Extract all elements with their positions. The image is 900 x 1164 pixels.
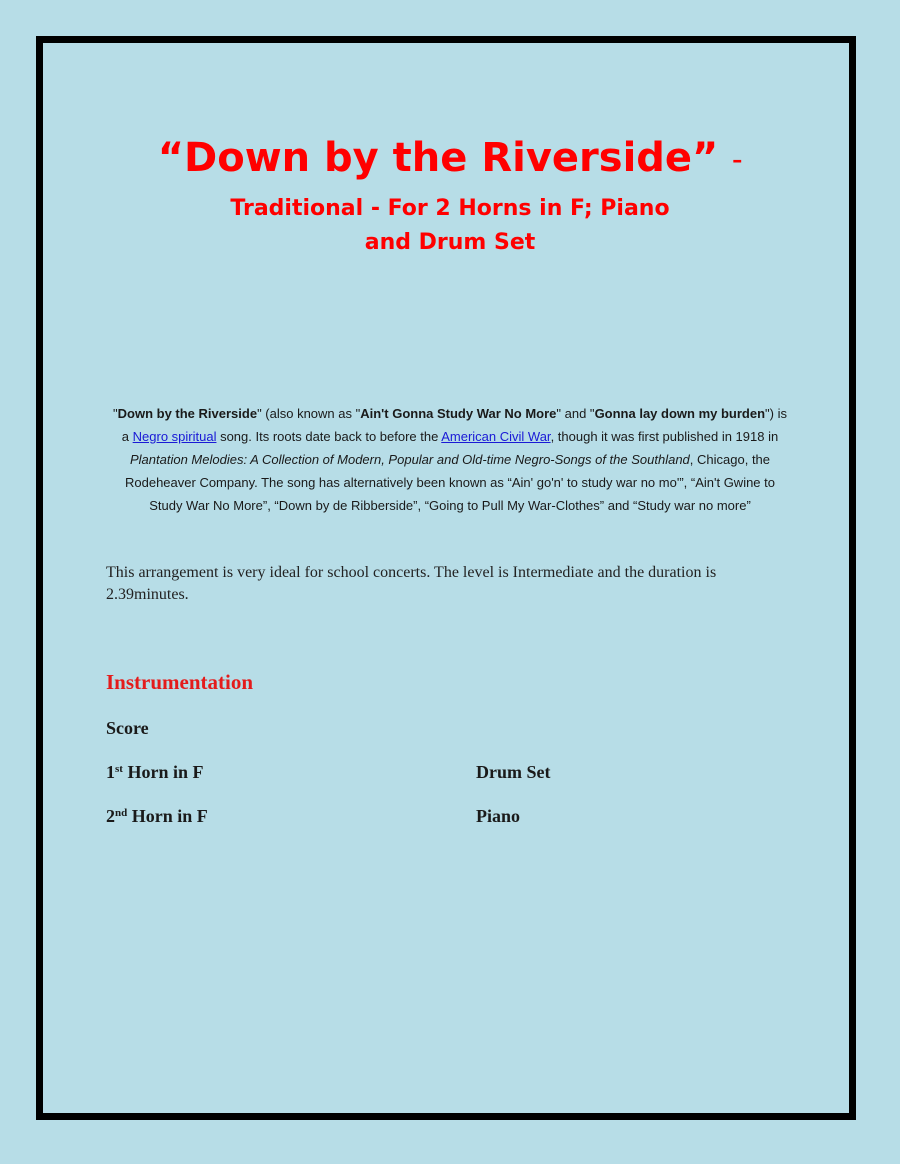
title-text: “Down by the Riverside” — [157, 135, 719, 181]
description-text: song. Its roots date back to before the — [216, 429, 442, 444]
description-paragraph — [110, 402, 790, 517]
alt-title-bold: Ain't Gonna Study War No More — [360, 406, 557, 421]
title-line-1 — [0, 132, 900, 186]
horn-1-label: Horn in F — [122, 762, 204, 782]
instrumentation-heading: Instrumentation — [106, 670, 254, 694]
negro-spiritual-link[interactable]: Negro spiritual — [132, 429, 217, 444]
song-title-bold: Down by the Riverside — [117, 406, 258, 421]
horn-2-label: Horn in F — [127, 806, 208, 826]
american-civil-war-link[interactable]: American Civil War — [441, 429, 551, 444]
description-text: ") is a — [121, 406, 787, 444]
description-text: " — [113, 406, 118, 421]
description-text: " and " — [556, 406, 595, 421]
title-dash: – — [732, 148, 743, 172]
horn-2-number: 2 — [106, 806, 115, 826]
alt-title-bold: Gonna lay down my burden — [594, 406, 766, 421]
subtitle-line-2: and Drum Set — [364, 230, 536, 255]
instrument-horn-2 — [106, 806, 208, 827]
horn-1-number: 1 — [106, 762, 115, 782]
horn-1-ordinal: st — [115, 763, 123, 775]
description-text: " (also known as " — [257, 406, 361, 421]
instrument-piano: Piano — [476, 806, 521, 826]
description-text: , though it was first published in 1918 in — [550, 429, 779, 444]
instrument-score: Score — [106, 718, 149, 738]
description-text: , Chicago, the Rodeheaver Company. The song has alternatively been known as “Ain' go'n' to study war no mo'”, “Ain't Gwine to Study War No More”, “Down by de Ribberside”, “Going to Pull My War-Clothes” and “Study war no more” — [125, 452, 775, 513]
horn-2-ordinal: nd — [115, 807, 128, 819]
subtitle-line-1: Traditional - For 2 Horns in F; Piano — [230, 196, 670, 221]
publication-title-italic: Plantation Melodies: A Collection of Modern, Popular and Old-time Negro-Songs of the Southland — [129, 452, 690, 467]
instrument-drum-set: Drum Set — [476, 762, 551, 782]
instrument-horn-1 — [106, 762, 203, 783]
arrangement-note: This arrangement is very ideal for school concerts. The level is Intermediate and the duration is 2.39minutes. — [106, 564, 717, 603]
